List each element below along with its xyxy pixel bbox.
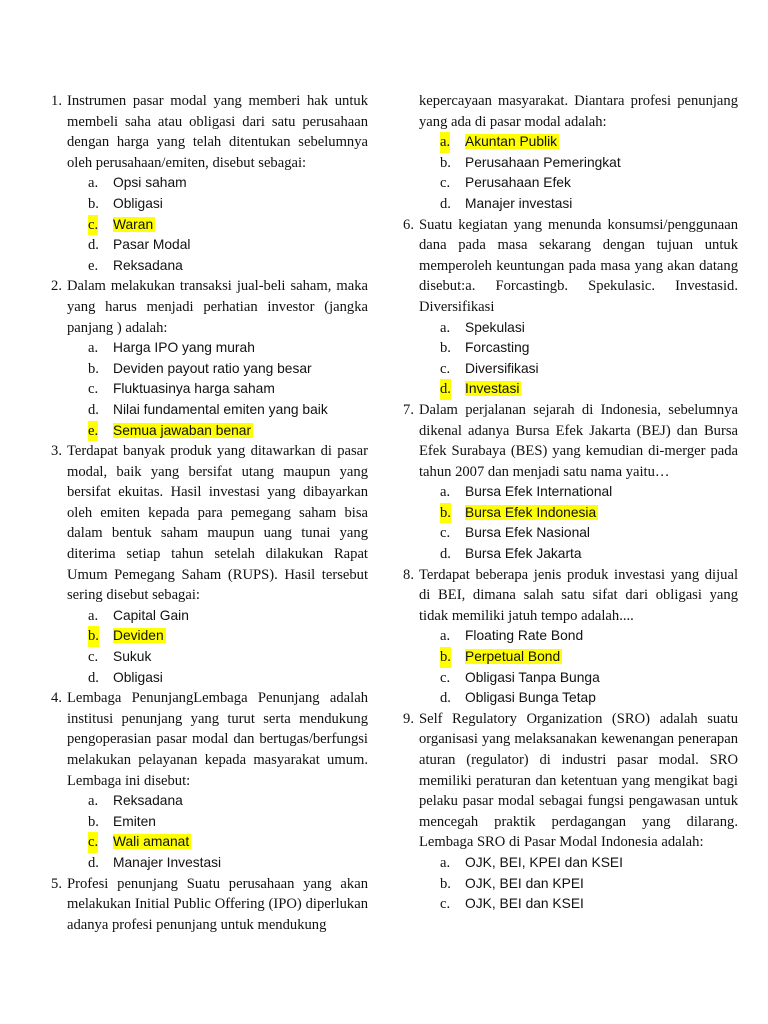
answer-option [67, 338, 368, 359]
question-text: Terdapat beberapa jenis produk investasi yang dijual di BEI, dimana salah satu sifat dari obligasi yang tidak memiliki jatuh tempo adalah.... [419, 566, 738, 624]
option-text: Obligasi [113, 195, 163, 211]
option-letter: d. [88, 237, 99, 254]
option-text: Harga IPO yang murah [113, 340, 255, 356]
option-text: Deviden payout ratio yang besar [113, 360, 312, 376]
option-text: Obligasi Bunga Tetap [465, 690, 596, 706]
option-text: Fluktuasinya harga saham [113, 381, 275, 397]
option-letter: c. [88, 649, 99, 666]
question-text: Dalam perjalanan sejarah di Indonesia, sebelumnya dikenal adanya Bursa Efek Jakarta (BEJ) dan Bursa Efek Surabaya (BES) yang kemudian di-merger pada tahun 2007 dan menjadi satu nama yaitu… [419, 401, 738, 480]
left-column [40, 91, 368, 935]
option-text: Investasi [465, 381, 520, 397]
option-text: Perusahaan Efek [465, 175, 571, 191]
answer-option [67, 647, 368, 668]
answer-option [419, 688, 738, 709]
option-text: Bursa Efek Indonesia [465, 504, 597, 520]
question-item [40, 874, 368, 936]
option-letter: c. [88, 215, 98, 236]
option-letter: d. [88, 669, 99, 686]
option-text: Emiten [113, 813, 156, 829]
question-item [40, 91, 368, 276]
option-letter: a. [88, 607, 99, 624]
option-letter: a. [88, 793, 99, 810]
answer-option [67, 194, 368, 215]
option-letter: c. [440, 669, 451, 686]
answer-option [67, 853, 368, 874]
question-item [40, 276, 368, 441]
question-item [40, 441, 368, 688]
answer-option [419, 523, 738, 544]
option-list [419, 482, 738, 564]
answer-option [67, 256, 368, 277]
answer-option [419, 359, 738, 380]
answer-option-highlighted [419, 503, 738, 524]
answer-option-highlighted [419, 379, 738, 400]
option-text: Manajer investasi [465, 195, 573, 211]
question-number: 3. [51, 443, 62, 460]
option-letter: d. [440, 546, 451, 563]
question-number: 6. [403, 216, 414, 233]
answer-option [419, 338, 738, 359]
answer-option-highlighted [67, 832, 368, 853]
option-letter: e. [88, 257, 99, 274]
question-number: 5. [51, 875, 62, 892]
option-letter: a. [88, 175, 99, 192]
option-letter: a. [440, 319, 451, 336]
option-letter: b. [440, 503, 451, 524]
answer-option-highlighted [419, 647, 738, 668]
option-letter: d. [88, 854, 99, 871]
option-list [419, 318, 738, 400]
option-text: Opsi saham [113, 175, 187, 191]
option-text: Reksadana [113, 793, 183, 809]
question-number: 7. [403, 401, 414, 418]
option-letter: b. [88, 360, 99, 377]
question-text: Self Regulatory Organization (SRO) adalah suatu organisasi yang melaksanakan kewenangan penerapan aturan (regulator) di industri pasar modal. SRO memiliki peraturan dan ketentuan yang mengikat bagi pelaku pasar modal sebagai fungsi pengawasan untuk mencegah praktik perdagangan yang dilarang. Lembaga SRO di Pasar Modal Indonesia adalah: [419, 710, 738, 851]
option-text: Akuntan Publik [465, 134, 558, 150]
option-letter: b. [88, 813, 99, 830]
option-text: Sukuk [113, 649, 152, 665]
option-letter: a. [440, 628, 451, 645]
option-list [419, 626, 738, 708]
question-text: Dalam melakukan transaksi jual-beli saham, maka yang harus menjadi perhatian investor (jangka panjang ) adalah: [67, 278, 368, 336]
question-text: Profesi penunjang Suatu perusahaan yang akan melakukan Initial Public Offering (IPO) diperlukan adanya profesi penunjang untuk mendukung [67, 875, 368, 933]
answer-option [419, 153, 738, 174]
answer-option [67, 235, 368, 256]
answer-option [419, 173, 738, 194]
option-text: Spekulasi [465, 319, 525, 335]
option-text: Obligasi [113, 669, 163, 685]
answer-option [67, 668, 368, 689]
question-continuation [392, 91, 738, 215]
answer-option-highlighted [419, 132, 738, 153]
answer-option [67, 359, 368, 380]
question-text: Instrumen pasar modal yang memberi hak untuk membeli saha atau obligasi dari satu perusahaan dengan harga yang telah ditentukan sebelumnya oleh perusahaan/emiten, disebut sebagai: [67, 93, 368, 171]
option-list [419, 853, 738, 915]
option-letter: c. [440, 360, 451, 377]
question-number: 1. [51, 93, 62, 109]
question-item [392, 565, 738, 709]
answer-option-highlighted [67, 626, 368, 647]
option-letter: d. [440, 690, 451, 707]
answer-option [419, 668, 738, 689]
option-text: OJK, BEI dan KSEI [465, 896, 584, 912]
answer-option [67, 606, 368, 627]
question-item [40, 688, 368, 873]
answer-option [67, 379, 368, 400]
option-text: Bursa Efek Nasional [465, 525, 591, 541]
right-column [392, 91, 738, 915]
option-letter: c. [440, 896, 451, 913]
answer-option [67, 791, 368, 812]
question-text: Suatu kegiatan yang menunda konsumsi/penggunaan dana pada masa sekarang dengan tujuan untuk memperoleh keuntungan pada masa yang akan datang disebut:a. Forcastingb. Spekulasic. Investasid. Diversifikasi [419, 216, 738, 315]
option-letter: a. [440, 484, 451, 501]
option-text: Bursa Efek Jakarta [465, 546, 582, 562]
option-list [67, 606, 368, 688]
option-letter: d. [440, 195, 451, 212]
answer-option [67, 173, 368, 194]
option-text: Perpetual Bond [465, 649, 561, 665]
option-list [67, 791, 368, 873]
question-text: Terdapat banyak produk yang ditawarkan di pasar modal, baik yang bersifat utang maupun yang bersifat ekuitas. Hasil investasi yang dibayarkan oleh emiten kepada para pemegang saham bisa dalam bentuk saham maupun uang tunai yang diterima setiap tahun setelah dilakukan Rapat Umum Pemegang Saham (RUPS). Hasil tersebut sering disebut sebagai: [67, 443, 368, 604]
option-text: OJK, BEI dan KPEI [465, 875, 584, 891]
answer-option [419, 318, 738, 339]
option-letter: a. [88, 340, 99, 357]
option-letter: d. [88, 401, 99, 418]
option-letter: b. [88, 626, 99, 647]
option-letter: b. [440, 340, 451, 357]
option-text: Deviden [113, 628, 164, 644]
option-letter: c. [440, 525, 451, 542]
option-list [67, 338, 368, 441]
option-text: Floating Rate Bond [465, 628, 584, 644]
option-letter: b. [88, 195, 99, 212]
answer-option [419, 194, 738, 215]
answer-option [67, 400, 368, 421]
option-text: Diversifikasi [465, 360, 539, 376]
answer-option [419, 874, 738, 895]
answer-option-highlighted [67, 215, 368, 236]
option-text: Obligasi Tanpa Bunga [465, 669, 600, 685]
option-text: Waran [113, 216, 154, 232]
option-letter: a. [440, 132, 450, 153]
question-text: kepercayaan masyarakat. Diantara profesi penunjang yang ada di pasar modal adalah: [419, 93, 738, 130]
option-letter: c. [88, 381, 99, 398]
question-item [392, 400, 738, 565]
answer-option-highlighted [67, 421, 368, 442]
option-letter: b. [440, 647, 451, 668]
option-text: Bursa Efek International [465, 484, 613, 500]
option-text: Reksadana [113, 257, 183, 273]
option-letter: a. [440, 854, 451, 871]
option-letter: c. [88, 832, 98, 853]
question-text: Lembaga PenunjangLembaga Penunjang adalah institusi penunjang yang turut serta mendukung pengoperasian pasar modal dan bertugas/berfungsi melakukan pelayanan kepada masyarakat umum. Lembaga ini disebut: [67, 690, 368, 789]
answer-option [67, 812, 368, 833]
option-letter: b. [440, 154, 451, 171]
option-text: Forcasting [465, 340, 530, 356]
option-text: Pasar Modal [113, 237, 191, 253]
option-list [67, 173, 368, 276]
answer-option [419, 853, 738, 874]
question-number: 9. [403, 710, 414, 727]
option-text: Wali amanat [113, 834, 190, 850]
question-number: 8. [403, 566, 414, 583]
question-number: 2. [51, 278, 62, 295]
option-letter: e. [88, 421, 98, 442]
option-text: Nilai fundamental emiten yang baik [113, 401, 328, 417]
answer-option [419, 482, 738, 503]
option-text: Perusahaan Pemeringkat [465, 154, 621, 170]
question-item [392, 709, 738, 915]
option-text: OJK, BEI, KPEI dan KSEI [465, 854, 623, 870]
option-letter: d. [440, 379, 451, 400]
answer-option [419, 626, 738, 647]
option-text: Manajer Investasi [113, 854, 222, 870]
option-list [419, 132, 738, 214]
answer-option [419, 544, 738, 565]
option-text: Capital Gain [113, 607, 189, 623]
question-item [392, 215, 738, 400]
option-letter: b. [440, 875, 451, 892]
answer-option [419, 894, 738, 915]
option-text: Semua jawaban benar [113, 422, 252, 438]
option-letter: c. [440, 175, 451, 192]
question-number: 4. [51, 690, 62, 707]
